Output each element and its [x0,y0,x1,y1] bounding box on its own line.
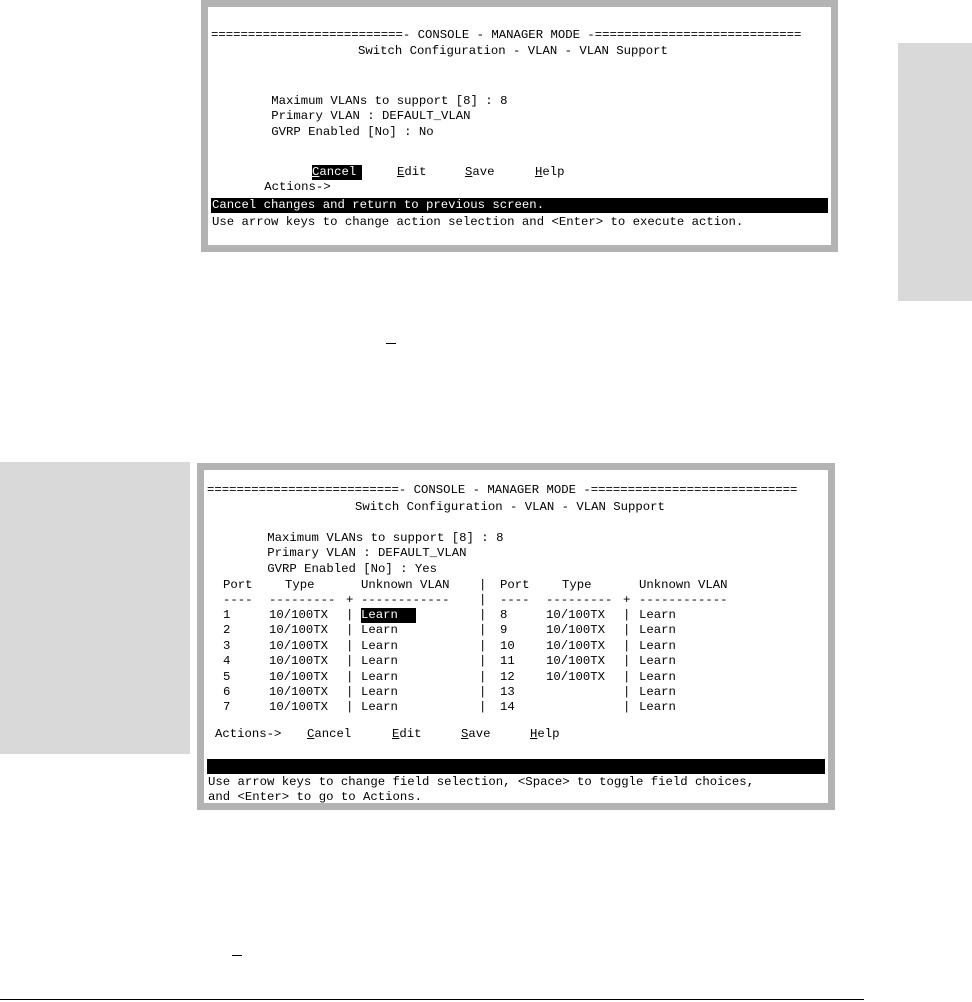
hint-text: and <Enter> to go to Actions. [208,790,423,804]
field-gvrp-enabled[interactable] [223,547,438,576]
port-number: 2 [223,623,231,637]
column-divider: | [479,685,487,699]
actions-label: Actions-> [215,727,282,741]
column-divider: + [346,593,354,607]
field-label: Maximum VLANs to support [8] : [271,94,493,108]
hotkey: H [535,165,543,179]
field-value[interactable]: Yes [414,562,438,576]
action-label: ave [472,165,495,179]
field-gvrp-enabled[interactable] [227,110,434,139]
column-divider: | [623,608,631,622]
action-label: ancel [319,165,357,179]
field-value[interactable]: DEFAULT_VLAN [381,109,471,123]
column-divider: | [623,623,631,637]
action-label: dit [399,727,422,741]
table-rule: --------- [546,593,613,607]
port-type: 10/100TX [269,670,329,684]
status-help-bar [207,759,825,774]
field-value[interactable]: 8 [496,531,504,545]
port-type: 10/100TX [546,654,606,668]
hotkey: H [530,727,538,741]
save-action-button[interactable] [461,727,491,742]
table-rule: ---- [223,593,253,607]
margin-note-box [0,462,190,754]
column-divider: + [623,593,631,607]
action-label: elp [542,165,565,179]
status-help-bar: Cancel changes and return to previous screen. [211,198,828,213]
col-header-unknown-vlan: Unknown VLAN [639,578,728,592]
table-rule: ------------ [361,593,450,607]
port-type: 10/100TX [269,639,329,653]
field-label: Maximum VLANs to support [8] : [267,531,489,545]
col-header-type: Type [562,578,592,592]
action-label: ancel [314,727,352,741]
field-label: Primary VLAN : [271,109,375,123]
field-value[interactable]: No [418,125,434,139]
col-header-type: Type [285,578,315,592]
save-action-button[interactable] [465,165,495,180]
console-header: ==========================- CONSOLE - MANAGER MODE -============================ [207,483,798,497]
unknown-vlan-field[interactable]: Learn [639,639,676,653]
action-label: elp [537,727,560,741]
edit-action-button[interactable] [397,165,427,180]
help-action-button[interactable] [530,727,560,742]
port-number: 6 [223,685,231,699]
hotkey: E [392,727,400,741]
unknown-vlan-field[interactable]: Learn [639,670,676,684]
column-divider: | [623,700,631,714]
port-number: 8 [500,608,508,622]
cancel-action-button[interactable] [312,165,362,180]
chapter-tab [898,43,972,301]
port-number: 11 [500,654,515,668]
port-number: 10 [500,639,515,653]
unknown-vlan-field[interactable]: Learn [361,654,398,668]
console-header: ==========================- CONSOLE - MANAGER MODE -============================ [211,28,802,42]
column-divider: | [479,623,487,637]
column-divider: | [346,639,354,653]
unknown-vlan-field[interactable]: Learn [639,623,676,637]
underline-mark [232,955,242,956]
column-divider: | [346,608,354,622]
col-header-port: Port [223,578,253,592]
column-divider: | [479,654,487,668]
column-divider: | [623,654,631,668]
unknown-vlan-field[interactable]: Learn [361,685,398,699]
table-rule: ------------ [639,593,728,607]
port-number: 1 [223,608,231,622]
field-primary-vlan[interactable] [223,531,467,560]
hotkey: E [397,165,405,179]
unknown-vlan-field[interactable]: Learn [361,639,398,653]
column-divider: | [346,700,354,714]
screen-title: Switch Configuration - VLAN - VLAN Support [358,44,668,58]
help-action-button[interactable] [535,165,565,180]
port-type: 10/100TX [269,608,329,622]
field-max-vlans[interactable] [223,516,504,545]
underline-mark [386,343,396,344]
port-number: 7 [223,700,231,714]
port-number: 9 [500,623,508,637]
actions-label: Actions-> [264,180,331,194]
console-screen-1 [201,0,838,252]
port-number: 14 [500,700,515,714]
port-number: 4 [223,654,231,668]
port-number: 13 [500,685,515,699]
unknown-vlan-field[interactable]: Learn [639,700,676,714]
unknown-vlan-field[interactable]: Learn [639,685,676,699]
unknown-vlan-field[interactable]: Learn [361,670,398,684]
port-type: 10/100TX [546,639,606,653]
field-value[interactable]: 8 [500,94,508,108]
hotkey: C [307,727,315,741]
port-type: 10/100TX [269,700,329,714]
col-header-port: Port [500,578,530,592]
hotkey: S [465,165,473,179]
field-label: GVRP Enabled [No] : [267,562,408,576]
column-divider: | [346,654,354,668]
column-divider: | [479,639,487,653]
port-type: 10/100TX [546,670,606,684]
col-header-unknown-vlan: Unknown VLAN [361,578,450,592]
field-label: GVRP Enabled [No] : [271,125,412,139]
unknown-vlan-field[interactable]: Learn [639,608,676,622]
table-rule: --------- [269,593,336,607]
footer-rule [0,999,864,1000]
field-primary-vlan[interactable] [227,94,471,123]
port-type: 10/100TX [269,654,329,668]
port-number: 12 [500,670,515,684]
action-label: dit [404,165,427,179]
port-number: 3 [223,639,231,653]
port-number: 5 [223,670,231,684]
column-divider: | [479,608,487,622]
port-type: 10/100TX [546,623,606,637]
column-divider: | [346,685,354,699]
port-type: 10/100TX [546,608,606,622]
field-max-vlans[interactable] [227,79,508,108]
action-label: ave [468,727,491,741]
unknown-vlan-field[interactable]: Learn [361,608,416,623]
field-label: Primary VLAN : [267,546,371,560]
column-divider: | [479,670,487,684]
field-value[interactable]: DEFAULT_VLAN [377,546,467,560]
column-divider: | [479,700,487,714]
cancel-action-button[interactable] [307,727,351,742]
port-type: 10/100TX [269,685,329,699]
hint-text: Use arrow keys to change field selection, <Space> to toggle field choices, [208,775,755,789]
hotkey: S [461,727,469,741]
hint-text: Use arrow keys to change action selection and <Enter> to execute action. [212,215,744,229]
column-divider: | [479,578,487,592]
unknown-vlan-field[interactable]: Learn [361,623,398,637]
column-divider: | [346,623,354,637]
port-type: 10/100TX [269,623,329,637]
screen-title: Switch Configuration - VLAN - VLAN Support [355,500,665,514]
table-rule: ---- [500,593,530,607]
column-divider: | [479,593,487,607]
unknown-vlan-field[interactable]: Learn [639,654,676,668]
console-screen-2 [197,463,835,810]
hotkey: C [312,165,320,179]
column-divider: | [623,639,631,653]
edit-action-button[interactable] [392,727,422,742]
column-divider: | [623,685,631,699]
unknown-vlan-field[interactable]: Learn [361,700,398,714]
column-divider: | [346,670,354,684]
column-divider: | [623,670,631,684]
